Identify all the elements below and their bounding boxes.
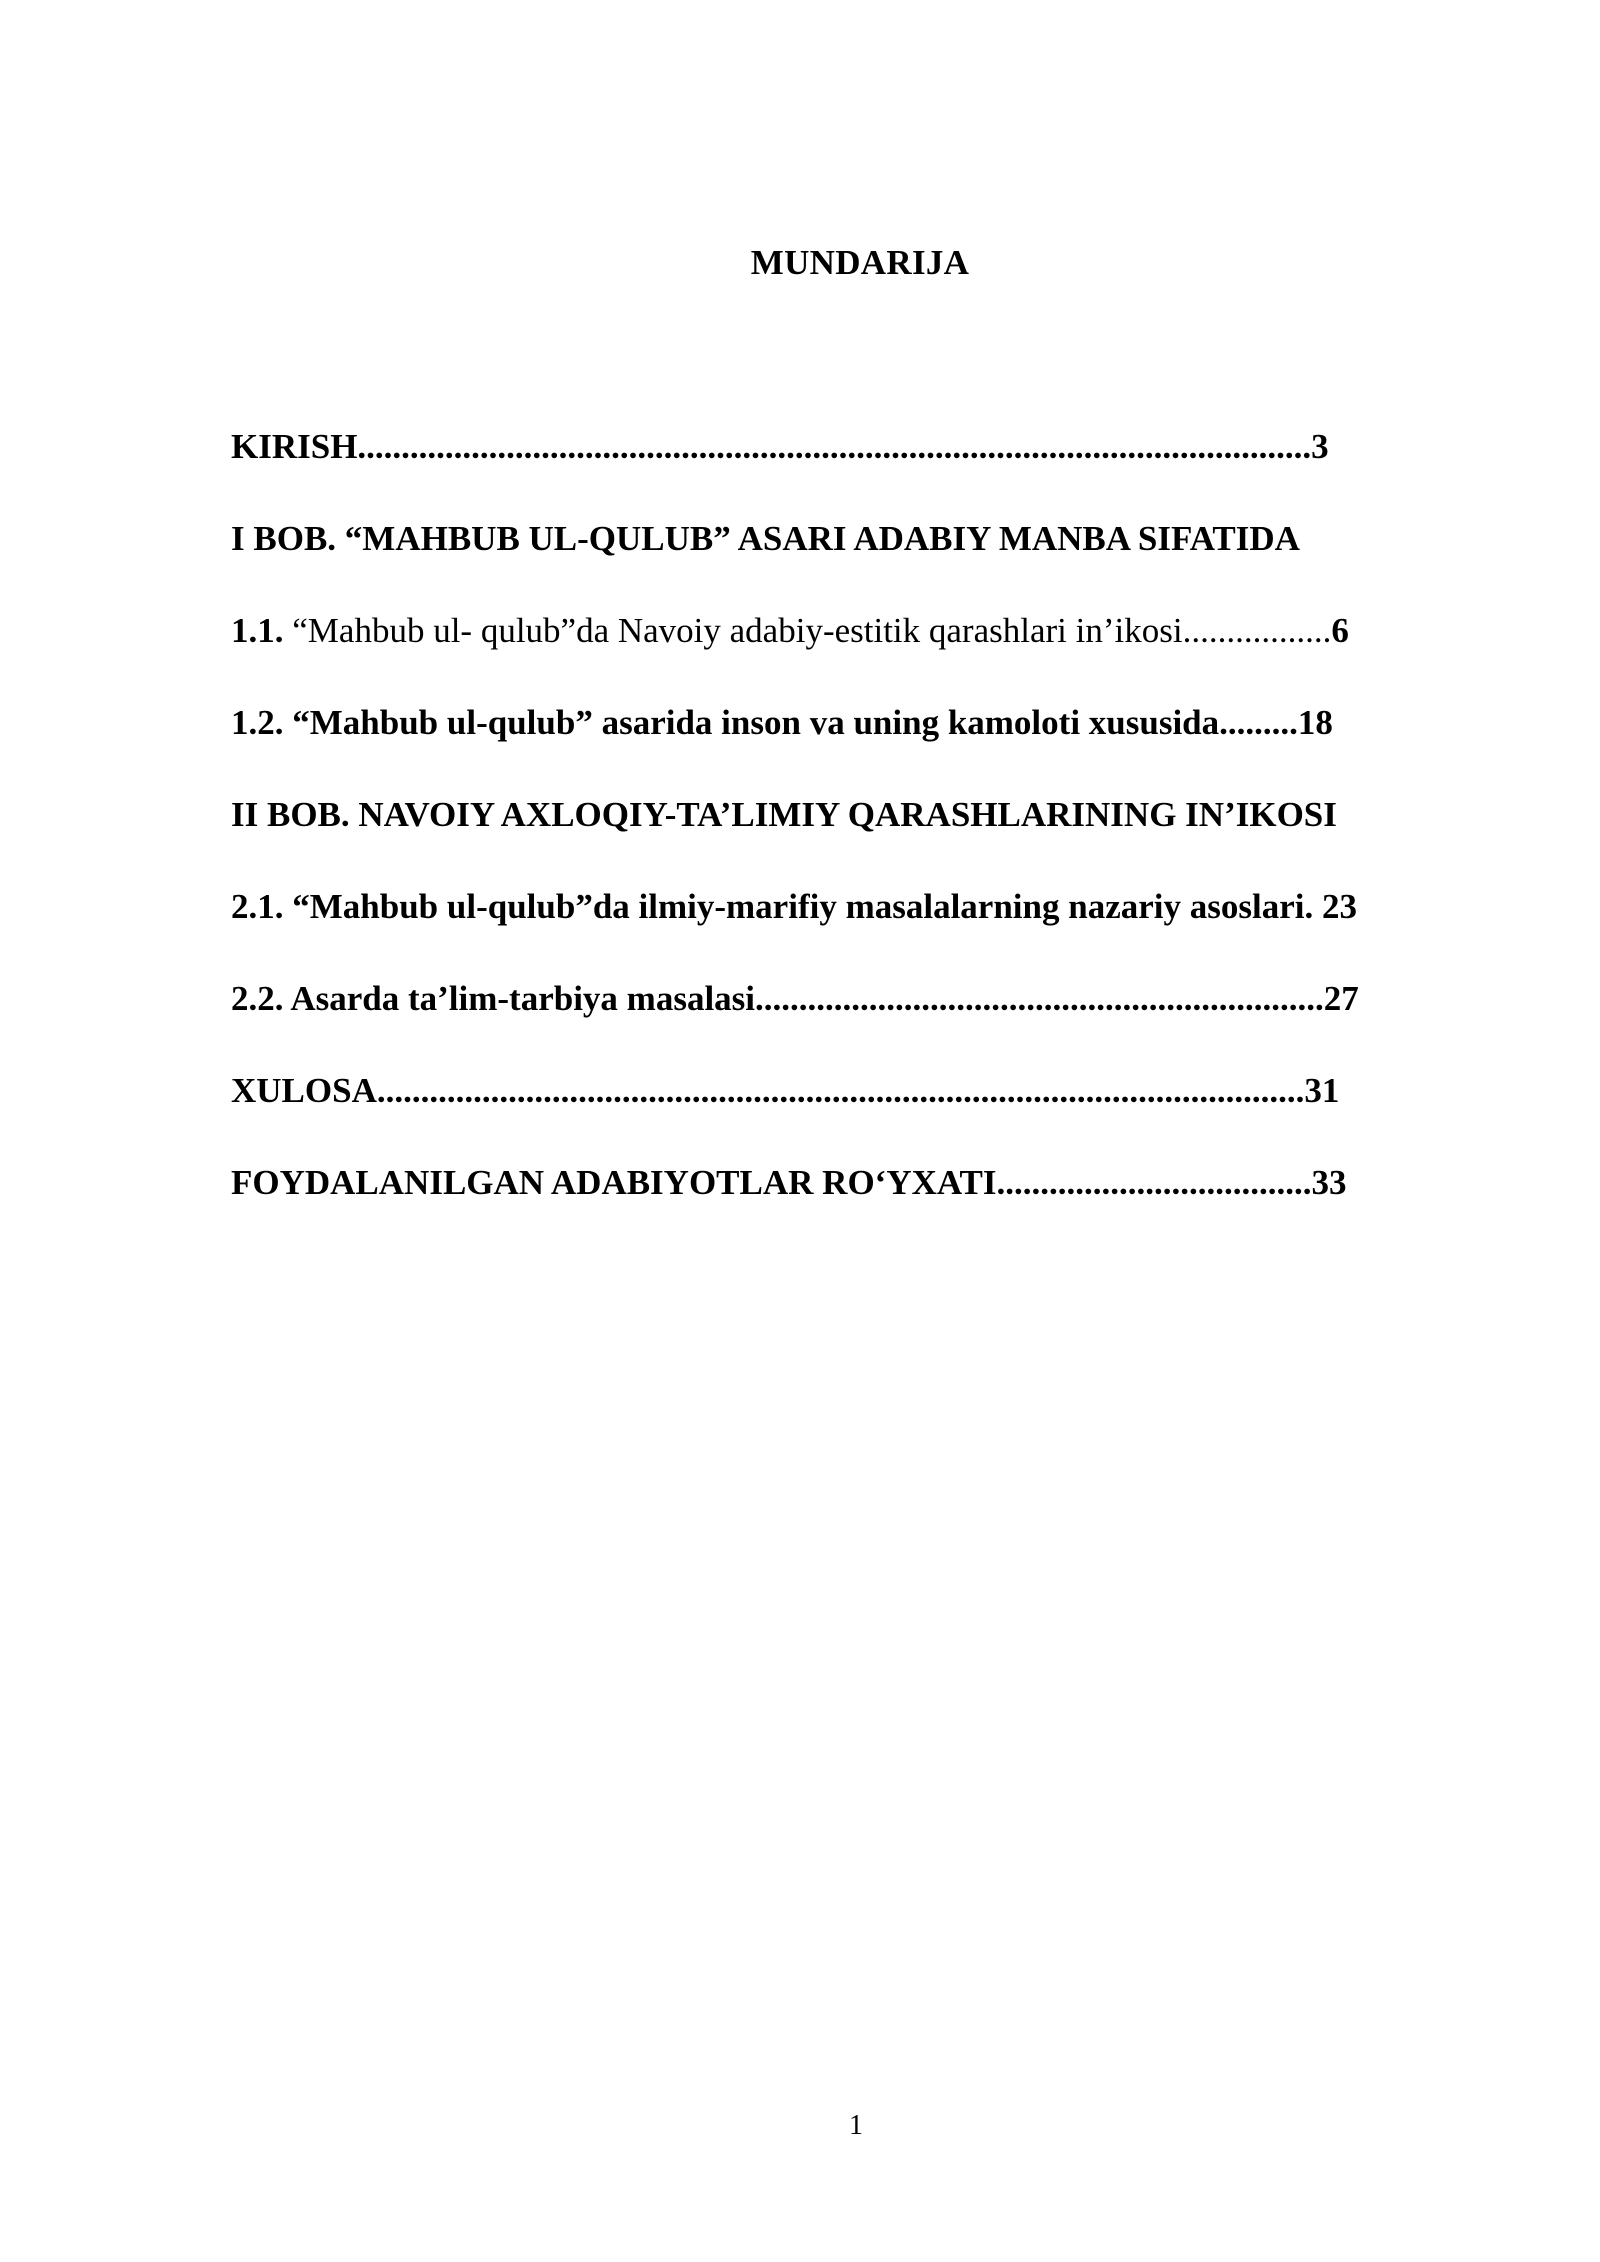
toc-entry-kirish: KIRISH.............................................................................................................3 [231, 427, 1329, 466]
toc-section-1-2: 1.2. “Mahbub ul-qulub” asarida inson va uning kamoloti xususida.........18 [231, 703, 1333, 742]
toc-entry-xulosa: XULOSA..........................................................................................................31 [231, 1071, 1340, 1110]
document-title: MUNDARIJA [750, 243, 970, 282]
toc-entry-adabiyotlar: FOYDALANILGAN ADABIYOTLAR RO‘YXATI....................................33 [231, 1163, 1347, 1202]
toc-chapter-1: I BOB. “MAHBUB UL-QULUB” ASARI ADABIY MANBA SIFATIDA [231, 519, 1300, 558]
toc-section-1-1-number: 1.1. [231, 611, 284, 650]
toc-section-1-1 [231, 606, 1455, 698]
table-of-contents [231, 422, 1455, 1250]
toc-section-2-2: 2.2. Asarda ta’lim-tarbiya masalasi.................................................................27 [231, 979, 1359, 1018]
toc-section-1-1-page: 6 [1331, 611, 1349, 650]
toc-section-1-1-leader: ................. [1182, 611, 1332, 650]
toc-chapter-2: II BOB. NAVOIY AXLOQIY-TA’LIMIY QARASHLARINING IN’IKOSI [231, 795, 1337, 834]
toc-section-2-1: 2.1. “Mahbub ul-qulub”da ilmiy-marifiy masalalarning nazariy asoslari. 23 [231, 887, 1357, 926]
toc-section-1-1-title: “Mahbub ul- qulub”da Navoiy adabiy-estitik qarashlari in’ikosi [283, 611, 1183, 650]
page-number: 1 [849, 2110, 863, 2141]
